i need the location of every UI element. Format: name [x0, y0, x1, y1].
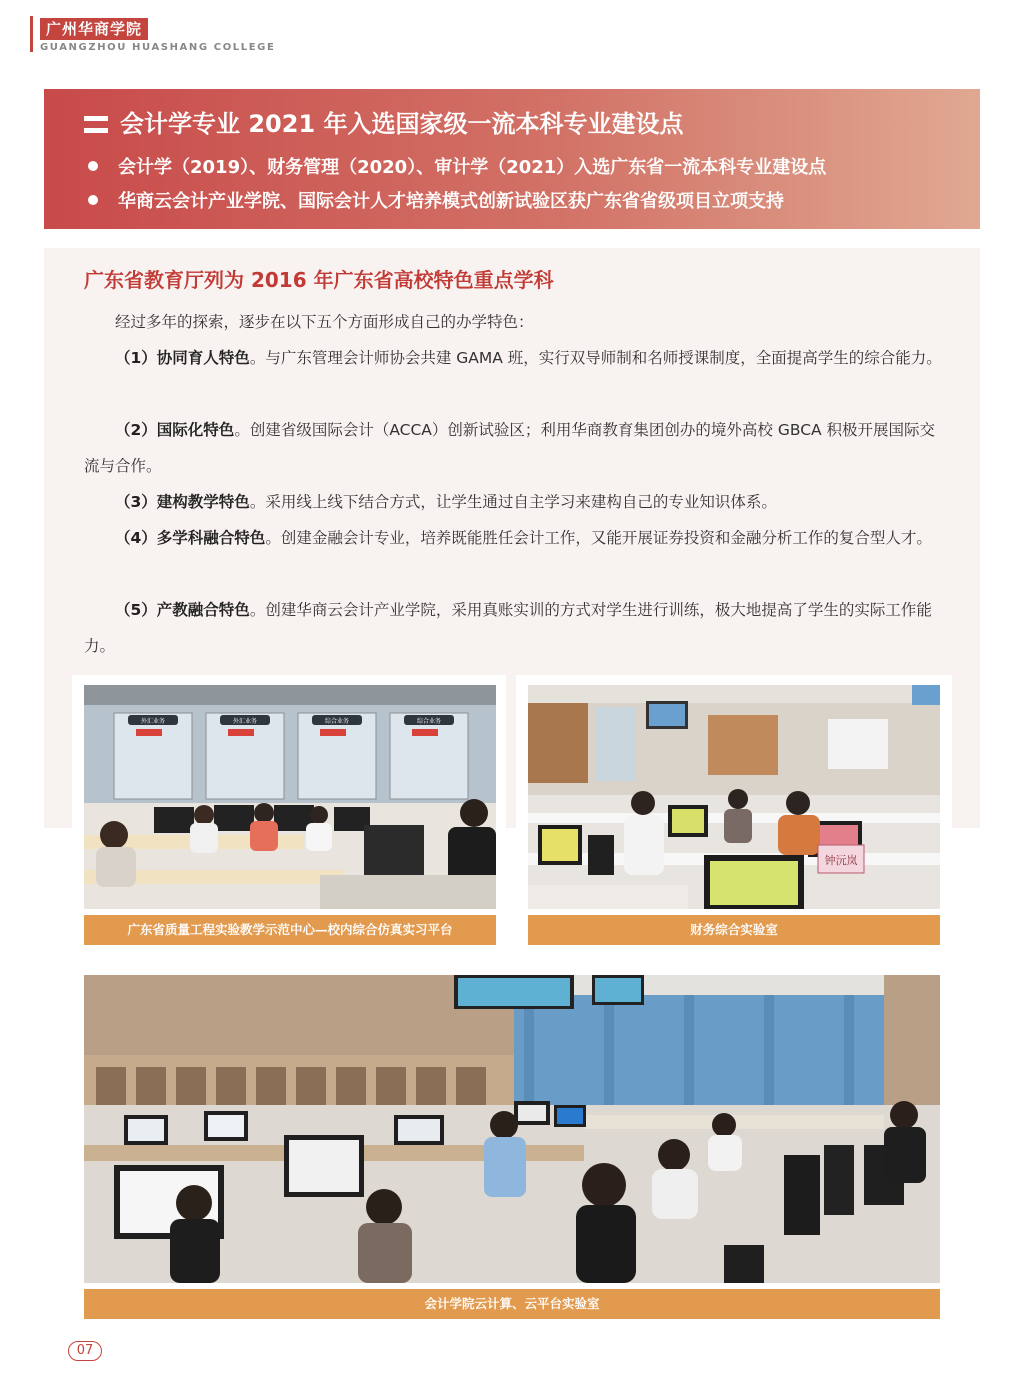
feature-text: 。创建华商云会计产业学院，采用真账实训的方式对学生进行训练，极大地提高了学生的实际工作能力。 — [84, 601, 932, 655]
photo-caption: 广东省质量工程实验教学示范中心—校内综合仿真实习平台 — [84, 915, 496, 945]
feature-paragraph — [84, 520, 944, 556]
feature-number: （3） — [115, 493, 157, 511]
lab-photo-illustration — [84, 685, 496, 909]
page-number: 07 — [68, 1341, 102, 1361]
feature-text: 。创建金融会计专业，培养既能胜任会计工作，又能开展证券投资和金融分析工作的复合型人才。 — [265, 529, 932, 547]
window-label: 外汇业务 — [140, 718, 166, 725]
intro-paragraph: 经过多年的探索，逐步在以下五个方面形成自己的办学特色： — [115, 313, 534, 331]
feature-number: （4） — [115, 529, 157, 547]
feature-paragraph — [84, 484, 944, 520]
banner-bullet-text: 会计学（2019）、财务管理（2020）、审计学（2021）入选广东省一流本科专业建设点 — [118, 157, 827, 178]
feature-name: 产教融合特色 — [156, 601, 250, 619]
lab-photo-illustration — [528, 685, 940, 909]
photo-caption: 财务综合实验室 — [528, 915, 940, 945]
logo-accent-bar — [30, 16, 33, 52]
feature-text: 。创建省级国际会计（ACCA）创新试验区；利用华商教育集团创办的境外高校 GBCA 积极开展国际交流与合作。 — [84, 421, 936, 475]
window-label: 综合业务 — [416, 718, 442, 725]
window-label: 外汇业务 — [232, 718, 258, 725]
lab-photo-finance-lab — [528, 685, 940, 909]
banner-title: 会计学专业 2021 年入选国家级一流本科专业建设点 — [120, 110, 684, 138]
feature-number: （5） — [115, 601, 157, 619]
window-label: 综合业务 — [324, 718, 350, 725]
bullet-dot-icon — [88, 195, 98, 205]
photo-caption: 会计学院云计算、云平台实验室 — [84, 1289, 940, 1319]
feature-text: 。与广东管理会计师协会共建 GAMA 班，实行双导师制和名师授课制度，全面提高学生的综合能力。 — [249, 349, 942, 367]
highlight-banner — [44, 89, 980, 229]
feature-name: 协同育人特色 — [156, 349, 250, 367]
feature-name: 建构教学特色 — [156, 493, 250, 511]
photo-card — [72, 965, 952, 1325]
lab-photo-cloud-platform — [84, 975, 940, 1283]
photo-card — [72, 675, 506, 953]
banner-bullet-text: 华商云会计产业学院、国际会计人才培养模式创新试验区获广东省省级项目立项支持 — [118, 191, 784, 212]
feature-number: （1） — [115, 349, 157, 367]
banner-bullet — [88, 156, 826, 180]
equals-icon — [84, 116, 108, 134]
feature-paragraph — [84, 340, 944, 376]
feature-paragraph — [84, 592, 944, 664]
feature-paragraph — [84, 412, 944, 484]
student-nameplate: 钟沅岚 — [824, 854, 858, 867]
feature-number: （2） — [115, 421, 157, 439]
banner-bullet — [88, 190, 784, 214]
bullet-dot-icon — [88, 161, 98, 171]
feature-name: 多学科融合特色 — [156, 529, 266, 547]
logo-chinese-name: 广州华商学院 — [40, 18, 148, 40]
logo-english-name: GUANGZHOU HUASHANG COLLEGE — [40, 42, 276, 53]
lab-photo-simulation-platform — [84, 685, 496, 909]
feature-name: 国际化特色 — [156, 421, 235, 439]
lab-photo-illustration — [84, 975, 940, 1283]
photo-card — [516, 675, 952, 953]
section-title: 广东省教育厅列为 2016 年广东省高校特色重点学科 — [84, 268, 554, 292]
feature-text: 。采用线上线下结合方式，让学生通过自主学习来建构自己的专业知识体系。 — [249, 493, 777, 511]
